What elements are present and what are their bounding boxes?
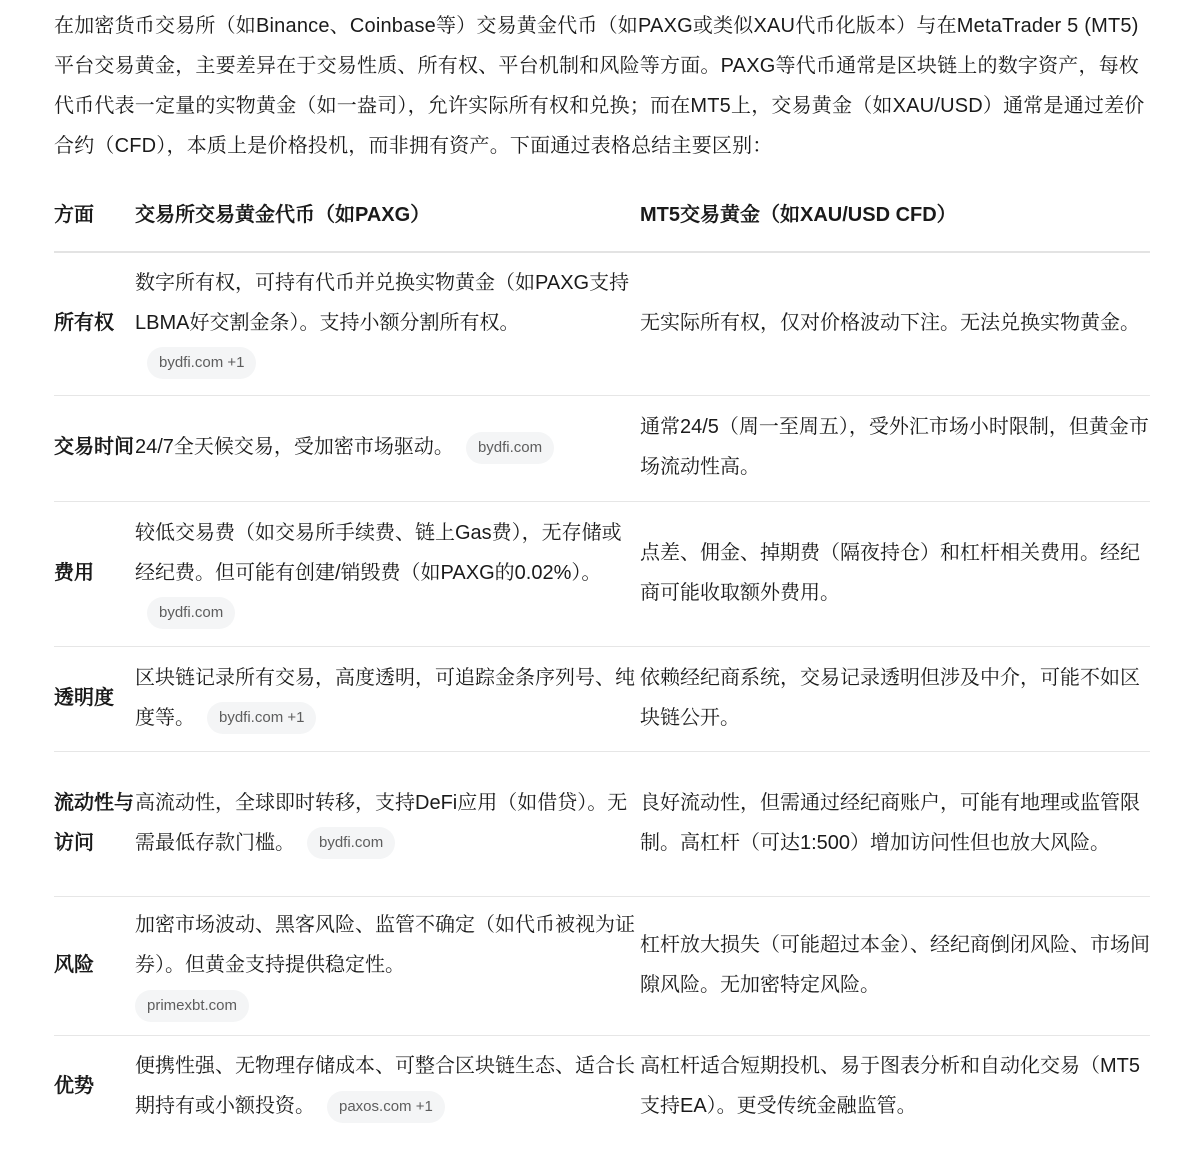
row-aspect: 费用: [54, 501, 135, 646]
source-citation-pill[interactable]: bydfi.com +1: [147, 347, 256, 379]
intro-paragraph: 在加密货币交易所（如Binance、Coinbase等）交易黄金代币（如PAXG或类似XAU代币化版本）与在MetaTrader 5 (MT5)平台交易黄金，主要差异在于交易性质、所有权、平台机制和风险等方面。PAXG等代币通常是区块链上的数字资产，每枚代币代表一定量的实物黄金（如一盎司），允许实际所有权和兑换；而在MT5上，交易黄金（如XAU/USD）通常是通过差价合约（CFD），本质上是价格投机，而非拥有资产。下面通过表格总结主要区别：: [54, 15, 1145, 157]
row-mt5-cell: 通常24/5（周一至周五），受外汇市场小时限制，但黄金市场流动性高。: [640, 395, 1150, 501]
token-text: 高流动性，全球即时转移，支持DeFi应用（如借贷）。无需最低存款门槛。: [135, 791, 628, 854]
source-citation-pill[interactable]: primexbt.com: [135, 990, 249, 1022]
source-citation-pill[interactable]: bydfi.com: [466, 432, 554, 464]
token-text: 加密市场波动、黑客风险、监管不确定（如代币被视为证券）。但黄金支持提供稳定性。: [135, 913, 635, 976]
row-aspect: 所有权: [54, 252, 135, 395]
row-mt5-cell: 杠杆放大损失（可能超过本金）、经纪商倒闭风险、市场间隙风险。无加密特定风险。: [640, 896, 1150, 1035]
row-token-cell: [135, 252, 640, 395]
table-row: [54, 646, 1150, 751]
row-token-cell: [135, 1035, 640, 1139]
table-row: [54, 252, 1150, 395]
row-mt5-cell: 依赖经纪商系统，交易记录透明但涉及中介，可能不如区块链公开。: [640, 646, 1150, 751]
source-citation-pill[interactable]: bydfi.com +1: [207, 702, 316, 734]
header-aspect: 方面: [54, 178, 135, 252]
row-token-cell: [135, 896, 640, 1035]
row-token-cell: [135, 501, 640, 646]
row-token-cell: [135, 395, 640, 501]
token-text: 区块链记录所有交易，高度透明，可追踪金条序列号、纯度等。: [135, 666, 635, 729]
token-text: 24/7全天候交易，受加密市场驱动。: [135, 436, 454, 458]
source-citation-pill[interactable]: paxos.com +1: [327, 1091, 445, 1123]
table-row: [54, 896, 1150, 1035]
source-citation-pill[interactable]: bydfi.com: [307, 827, 395, 859]
row-aspect: 流动性与访问: [54, 751, 135, 896]
table-row: [54, 1035, 1150, 1139]
token-text: 较低交易费（如交易所手续费、链上Gas费），无存储或经纪费。但可能有创建/销毁费（如PAXG的0.02%）。: [135, 521, 622, 584]
row-token-cell: [135, 751, 640, 896]
comparison-table: [54, 178, 1150, 1139]
table-row: [54, 751, 1150, 896]
row-aspect: 交易时间: [54, 395, 135, 501]
row-token-cell: [135, 646, 640, 751]
table-header-row: [54, 178, 1150, 252]
row-aspect: 风险: [54, 896, 135, 1035]
token-text: 数字所有权，可持有代币并兑换实物黄金（如PAXG支持LBMA好交割金条）。支持小额分割所有权。: [135, 271, 630, 334]
row-aspect: 优势: [54, 1075, 94, 1098]
row-aspect: 透明度: [54, 646, 135, 751]
table-row: [54, 501, 1150, 646]
row-mt5-cell: 无实际所有权，仅对价格波动下注。无法兑换实物黄金。: [640, 252, 1150, 395]
token-text: 便携性强、无物理存储成本、可整合区块链生态、适合长期持有或小额投资。: [135, 1055, 635, 1118]
row-mt5-cell: 点差、佣金、掉期费（隔夜持仓）和杠杆相关费用。经纪商可能收取额外费用。: [640, 501, 1150, 646]
header-token: 交易所交易黄金代币（如PAXG）: [135, 178, 640, 252]
table-row: [54, 395, 1150, 501]
row-mt5-cell: 高杠杆适合短期投机、易于图表分析和自动化交易（MT5支持EA）。更受传统金融监管。: [640, 1055, 1140, 1118]
header-mt5: MT5交易黄金（如XAU/USD CFD）: [640, 178, 1150, 252]
row-mt5-cell: 良好流动性，但需通过经纪商账户，可能有地理或监管限制。高杠杆（可达1:500）增加访问性但也放大风险。: [640, 751, 1150, 896]
source-citation-pill[interactable]: bydfi.com: [147, 597, 235, 629]
